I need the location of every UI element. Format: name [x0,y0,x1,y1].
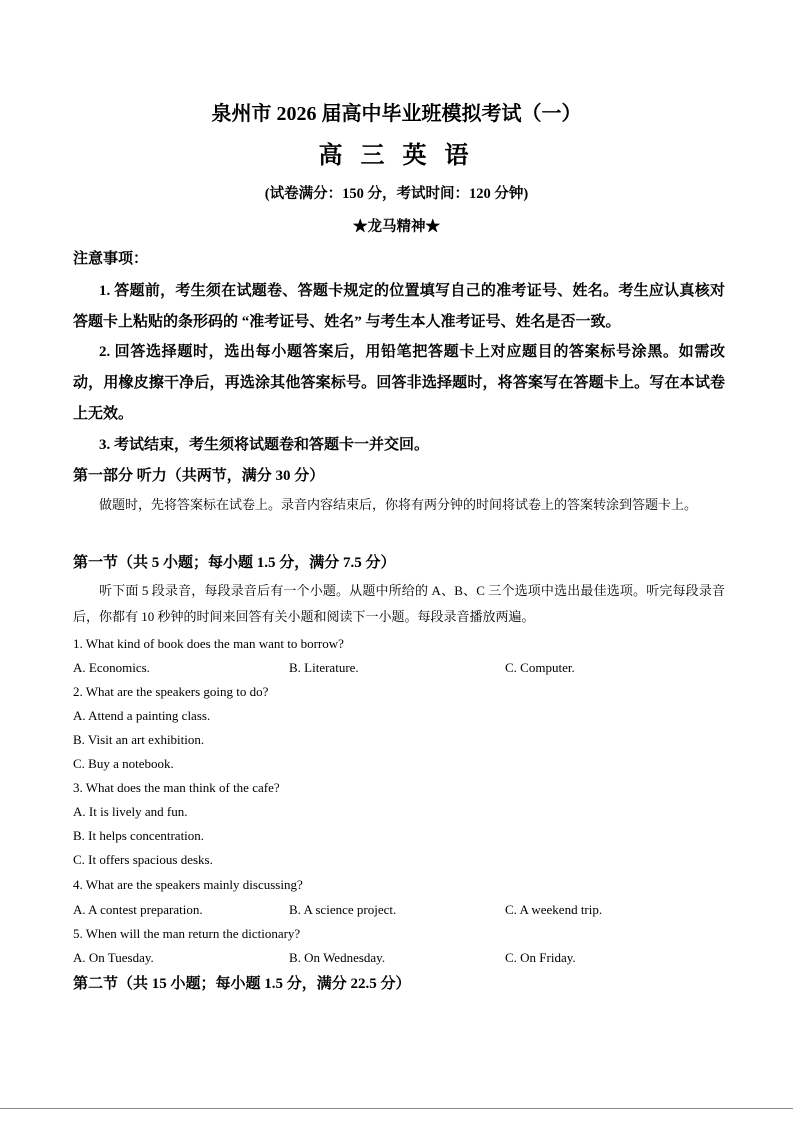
option-row [73,659,733,677]
option-b: B. Visit an art exhibition. [73,732,205,747]
page-bottom-rule [0,1108,793,1109]
part1-intro: 做题时，先将答案标在试卷上。录音内容结束后，你将有两分钟的时间将试卷上的答案转涂到答题卡上。 [99,497,698,512]
notice-item: 1. 答题前，考生须在试题卷、答题卡规定的位置填写自己的准考证号、姓名。考生应认真核对答题卡上粘贴的条形码的 “准考证号、姓名” 与考生本人准考证号、姓名是否一致。 [73,283,725,330]
notice-item: 3. 考试结束，考生须将试题卷和答题卡一并交回。 [99,437,430,453]
option-a: A. It is lively and fun. [73,804,188,819]
motto: ★龙马精神★ [353,219,440,235]
question-stem: 3. What does the man think of the cafe? [73,780,280,795]
question-stem: 2. What are the speakers going to do? [73,684,269,699]
option-b: B. Literature. [289,660,359,675]
option-row [73,901,733,919]
option-c: C. It offers spacious desks. [73,852,213,867]
question-stem: 1. What kind of book does the man want to borrow? [73,636,344,651]
option-a: A. A contest preparation. [73,902,203,917]
section2-heading: 第二节（共 15 小题；每小题 1.5 分，满分 22.5 分） [73,976,411,992]
question-stem: 4. What are the speakers mainly discussing? [73,877,303,892]
subject-title: 高 三 英 语 [318,143,475,169]
option-row [73,949,733,967]
part1-heading: 第一部分 听力（共两节，满分 30 分） [73,468,325,484]
question-stem: 5. When will the man return the dictionary? [73,926,301,941]
notice-item: 2. 回答选择题时，选出每小题答案后，用铅笔把答题卡上对应题目的答案标号涂黑。如需改动，用橡皮擦干净后，再选涂其他答案标号。回答非选择题时，将答案写在答题卡上。写在本试卷上无效。 [73,344,725,422]
option-b: B. It helps concentration. [73,828,205,843]
option-b: B. A science project. [289,902,397,917]
section1-intro: 听下面 5 段录音，每段录音后有一个小题。从题中所给的 A、B、C 三个选项中选出最佳选项。听完每段录音后，你都有 10 秒钟的时间来回答有关小题和阅读下一小题。每段录音播放两遍。 [73,583,725,624]
exam-title: 泉州市 2026 届高中毕业班模拟考试（一） [211,103,582,125]
option-c: C. Computer. [505,660,575,675]
option-c: C. A weekend trip. [505,902,603,917]
option-b: B. On Wednesday. [289,950,386,965]
option-a: A. Economics. [73,660,150,675]
notice-heading: 注意事项： [73,251,149,267]
option-a: A. Attend a painting class. [73,708,211,723]
option-c: C. On Friday. [505,950,576,965]
exam-meta: (试卷满分：150 分，考试时间：120 分钟) [264,186,529,202]
option-c: C. Buy a notebook. [73,756,174,771]
section1-heading: 第一节（共 5 小题；每小题 1.5 分，满分 7.5 分） [73,555,396,571]
option-a: A. On Tuesday. [73,950,154,965]
